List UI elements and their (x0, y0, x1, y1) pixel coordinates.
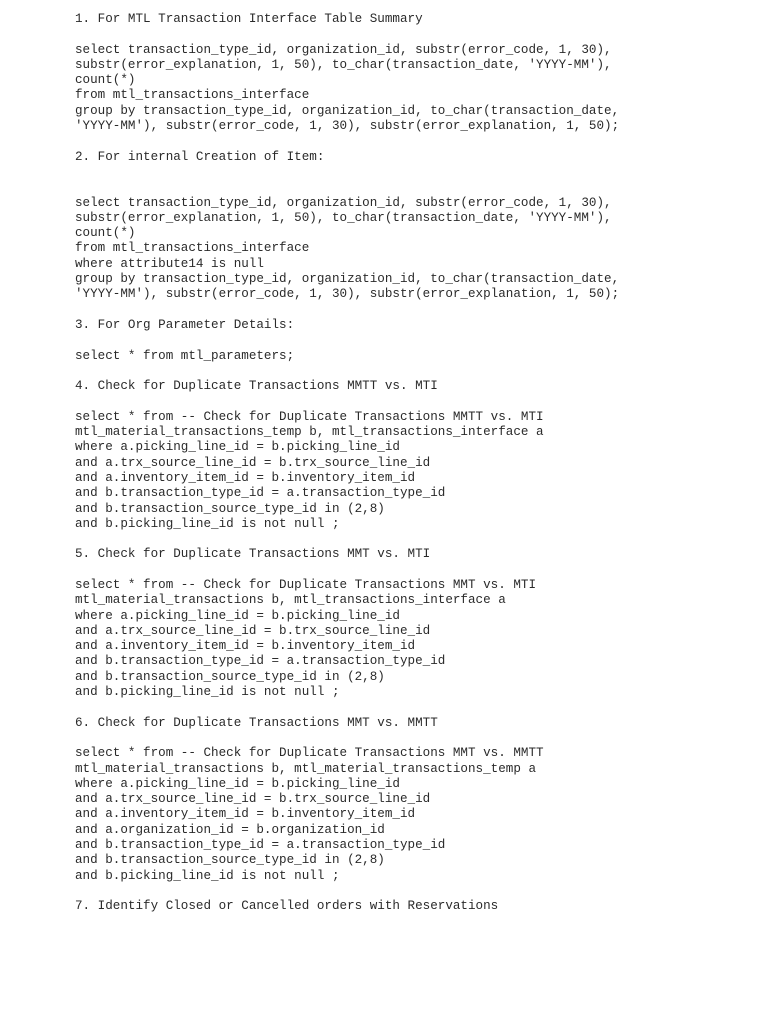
blank-line (75, 303, 755, 318)
sql-line: select * from -- Check for Duplicate Transactions MMT vs. MMTT (75, 746, 544, 761)
sql-line: select transaction_type_id, organization_id, substr(error_code, 1, 30), (75, 195, 612, 210)
sql-line: count(*) (75, 226, 136, 241)
blank-line (75, 333, 755, 348)
sql-line: and a.inventory_item_id = b.inventory_item_id (75, 470, 416, 485)
sql-line: substr(error_explanation, 1, 50), to_char(transaction_date, 'YYYY-MM'), (75, 210, 612, 225)
sql-line: group by transaction_type_id, organization_id, to_char(transaction_date, (75, 272, 620, 287)
blank-line (75, 364, 755, 379)
sql-line: and b.transaction_source_type_id in (2,8) (75, 853, 385, 868)
section-heading: 5. Check for Duplicate Transactions MMT vs. MTI (75, 547, 431, 562)
sql-line: and a.organization_id = b.organization_id (75, 822, 385, 837)
blank-line (75, 394, 755, 409)
blank-line (75, 731, 755, 746)
sql-line: count(*) (75, 73, 136, 88)
sql-line: where a.picking_line_id = b.picking_line_id (75, 608, 400, 623)
sql-line: where attribute14 is null (75, 256, 264, 271)
sql-line: and b.transaction_type_id = a.transaction_type_id (75, 838, 446, 853)
sql-line: mtl_material_transactions b, mtl_transactions_interface a (75, 593, 506, 608)
blank-line (75, 884, 755, 899)
sql-line: from mtl_transactions_interface (75, 241, 310, 256)
section-heading: 7. Identify Closed or Cancelled orders with Reservations (75, 899, 499, 914)
sql-line: 'YYYY-MM'), substr(error_code, 1, 30), substr(error_explanation, 1, 50); (75, 287, 620, 302)
section-heading: 3. For Org Parameter Details: (75, 317, 295, 332)
section-heading: 2. For internal Creation of Item: (75, 149, 325, 164)
sql-line: select * from -- Check for Duplicate Transactions MMTT vs. MTI (75, 409, 544, 424)
blank-line (75, 180, 755, 195)
blank-line (75, 134, 755, 149)
sql-line: select transaction_type_id, organization_id, substr(error_code, 1, 30), (75, 42, 612, 57)
blank-line (75, 563, 755, 578)
document-page (75, 12, 755, 915)
sql-line: and a.trx_source_line_id = b.trx_source_line_id (75, 455, 431, 470)
sql-line: group by transaction_type_id, organization_id, to_char(transaction_date, (75, 103, 620, 118)
sql-line: and b.picking_line_id is not null ; (75, 685, 340, 700)
sql-line: substr(error_explanation, 1, 50), to_char(transaction_date, 'YYYY-MM'), (75, 57, 612, 72)
blank-line (75, 27, 755, 42)
sql-line: where a.picking_line_id = b.picking_line_id (75, 776, 400, 791)
sql-line: and b.transaction_type_id = a.transaction_type_id (75, 654, 446, 669)
section-heading: 1. For MTL Transaction Interface Table Summary (75, 12, 423, 26)
blank-line (75, 700, 755, 715)
section-heading: 4. Check for Duplicate Transactions MMTT vs. MTI (75, 379, 438, 394)
blank-line (75, 532, 755, 547)
sql-line: select * from mtl_parameters; (75, 348, 295, 363)
section-heading: 6. Check for Duplicate Transactions MMT vs. MMTT (75, 715, 438, 730)
sql-line: and b.transaction_source_type_id in (2,8) (75, 669, 385, 684)
sql-line: from mtl_transactions_interface (75, 88, 310, 103)
blank-line (75, 165, 755, 180)
sql-line: and b.picking_line_id is not null ; (75, 868, 340, 883)
sql-line: mtl_material_transactions b, mtl_material_transactions_temp a (75, 761, 537, 776)
sql-line: select * from -- Check for Duplicate Transactions MMT vs. MTI (75, 577, 537, 592)
sql-line: and a.trx_source_line_id = b.trx_source_line_id (75, 792, 431, 807)
sql-line: and a.inventory_item_id = b.inventory_item_id (75, 807, 416, 822)
sql-line: and b.transaction_source_type_id in (2,8) (75, 501, 385, 516)
sql-line: where a.picking_line_id = b.picking_line_id (75, 440, 400, 455)
sql-line: and b.transaction_type_id = a.transaction_type_id (75, 486, 446, 501)
sql-line: and b.picking_line_id is not null ; (75, 516, 340, 531)
sql-line: 'YYYY-MM'), substr(error_code, 1, 30), substr(error_explanation, 1, 50); (75, 119, 620, 134)
sql-line: and a.trx_source_line_id = b.trx_source_line_id (75, 623, 431, 638)
sql-line: mtl_material_transactions_temp b, mtl_transactions_interface a (75, 425, 544, 440)
sql-line: and a.inventory_item_id = b.inventory_item_id (75, 639, 416, 654)
